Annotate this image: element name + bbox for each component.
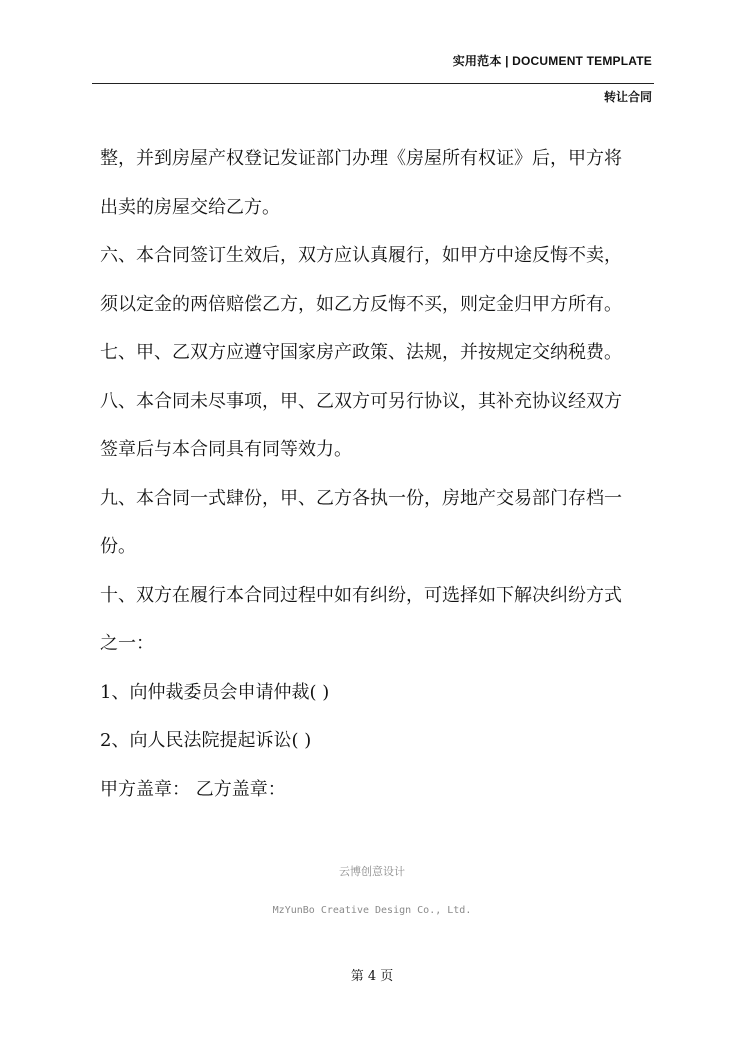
body-line: 签章后与本合同具有同等效力。 xyxy=(100,439,352,460)
signature-line: 甲方盖章： 乙方盖章： xyxy=(100,778,286,800)
body-line: 2、向人民法院提起诉讼( ) xyxy=(100,730,312,751)
body-line: 八、本合同未尽事项，甲、乙双方可另行协议，其补充协议经双方 xyxy=(100,390,622,412)
body-line: 六、本合同签订生效后，双方应认真履行，如甲方中途反悔不卖， xyxy=(100,245,622,266)
footer-company-cn: 云博创意设计 xyxy=(339,865,405,878)
body-line: 十、双方在履行本合同过程中如有纠纷，可选择如下解决纠纷方式 xyxy=(100,584,622,606)
footer-company-en: MzYunBo Creative Design Co., Ltd. xyxy=(272,905,472,916)
body-line: 九、本合同一式肆份，甲、乙方各执一份，房地产交易部门存档一 xyxy=(100,487,622,509)
body-line: 份。 xyxy=(100,536,136,557)
header-subtitle: 转让合同 xyxy=(603,90,652,104)
contract-body xyxy=(100,135,656,814)
body-line: 整，并到房屋产权登记发证部门办理《房屋所有权证》后，甲方将 xyxy=(100,148,622,169)
header-title: 实用范本 | DOCUMENT TEMPLATE xyxy=(452,54,652,68)
body-line: 出卖的房屋交给乙方。 xyxy=(100,196,280,218)
header-divider xyxy=(92,83,654,84)
page-number: 第 4 页 xyxy=(350,969,394,984)
body-line: 须以定金的两倍赔偿乙方，如乙方反悔不买，则定金归甲方所有。 xyxy=(100,293,622,315)
body-line: 1、向仲裁委员会申请仲裁( ) xyxy=(100,681,330,703)
body-line: 之一： xyxy=(100,633,154,654)
body-line: 七、甲、乙双方应遵守国家房产政策、法规，并按规定交纳税费。 xyxy=(100,342,622,363)
